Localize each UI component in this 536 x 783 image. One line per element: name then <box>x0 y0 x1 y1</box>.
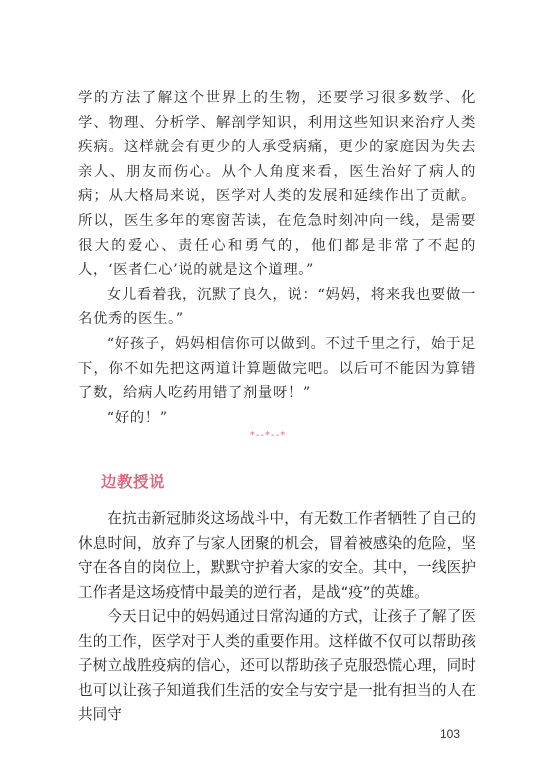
diary-paragraph: “好孩子，妈妈相信你可以做到。不过千里之行，始于足下，你不如先把这两道计算题做完吧。以后可不能因为算错了数，给病人吃药用错了剂量呀！” <box>78 335 476 402</box>
section-divider: *--*--* <box>249 430 287 441</box>
commentary-paragraph: 在抗击新冠肺炎这场战斗中，有无数工作者牺牲了自己的休息时间，放弃了与家人团聚的机会，冒着被感染的危险，坚守在各自的岗位上，默默守护着大家的安全。其中，一线医护工作者是这场疫情中最美的逆行者，是战“疫”的英雄。 <box>78 510 476 601</box>
commentary-text <box>78 507 476 728</box>
section-title: 边教授说 <box>101 473 166 491</box>
diary-paragraph: 女儿看着我，沉默了良久，说：“妈妈，将来我也要做一名优秀的医生。” <box>78 286 476 328</box>
diary-paragraph: 学的方法了解这个世界上的生物，还要学习很多数学、化学、物理、分析学、解剖学知识，利用这些知识来治疗人类疾病。这样就会有更少的人承受病痛，更少的家庭因为失去亲人、朋友而伤心。从个人角度来看，医生治好了病人的病；从大格局来说，医学对人类的发展和延续作出了贡献。所以，医生多年的寒窗苦读，在危急时刻冲向一线，是需要很大的爱心、责任心和勇气的，他们都是非常了不起的人，‘医者仁心’说的就是这个道理。” <box>78 90 476 279</box>
diary-text <box>78 86 476 430</box>
page-number: 103 <box>440 727 461 741</box>
commentary-paragraph: 今天日记中的妈妈通过日常沟通的方式，让孩子了解了医生的工作，医学对于人类的重要作用。这样做不仅可以帮助孩子树立战胜疫病的信心，还可以帮助孩子克服恐慌心理，同时也可以让孩子知道我们生活的安全与安宁是一批有担当的人在共同守 <box>78 608 476 723</box>
diary-paragraph: “好的！” <box>106 409 168 426</box>
